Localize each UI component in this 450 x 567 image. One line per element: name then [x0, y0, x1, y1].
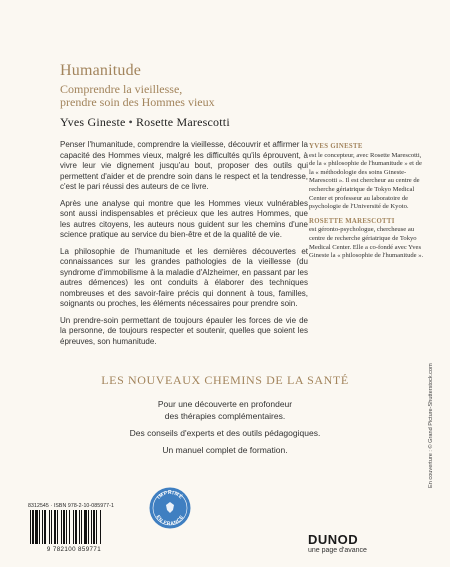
- author-bios: [309, 143, 424, 267]
- book-subtitle: [60, 83, 280, 109]
- publisher-logo: DUNOD: [308, 532, 359, 547]
- isbn-label: 8312545 · ISBN 978-2-10-085977-1: [28, 503, 114, 509]
- subtitle-line-1: Comprendre la vieillesse,: [60, 82, 183, 96]
- bio-author-2: [309, 218, 424, 261]
- author-separator: •: [128, 115, 133, 129]
- printed-in-france-seal-icon: [148, 486, 192, 530]
- description-paragraph-4: Un prendre-soin permettant de toujours épauler les forces de vie de la personne, de toujours respecter et soutenir, quelles que soient les épreuves, son humanitude.: [60, 315, 308, 346]
- bio-author-1: [309, 143, 424, 212]
- subtitle-line-2: prendre soin des Hommes vieux: [60, 95, 215, 109]
- description-paragraph-1: Penser l'humanitude, comprendre la vieillesse, découvrir et affirmer la capacité des Hommes vieux, malgré les difficultés qu'ils éprouvent, à vivre leur vie dignement jusqu'au bout, proposer des outils qui permettent d'aider et de prendre soin dans le respect et la tendresse, c'est le pari réussi des auteurs de ce livre.: [60, 140, 308, 191]
- blurb-line-4: Un manuel complet de formation.: [162, 445, 288, 455]
- publisher-tagline: une page d'avance: [308, 547, 367, 554]
- series-blurb: [0, 398, 450, 461]
- author-1: Yves Gineste: [60, 115, 126, 129]
- bio-author-1-text: est le concepteur, avec Rosette Marescotti, de la « philosophie de l'humanitude » et de la « méthodologie des soins Gineste-Marescotti ». Il est chercheur au centre de recherche gériatrique de Tokyo Medical Center et professeur au laboratoire de psychologie de l'Université de Kyoto.: [309, 151, 422, 211]
- series-title: LES NOUVEAUX CHEMINS DE LA SANTÉ: [101, 373, 349, 387]
- bio-author-2-name: ROSETTE MARESCOTTI: [309, 217, 395, 225]
- author-2: Rosette Marescotti: [135, 115, 230, 129]
- blurb-line-3: Des conseils d'experts et des outils pédagogiques.: [129, 428, 321, 438]
- authors-line: [60, 115, 230, 130]
- cover-credit-text: En couverture : © Grand Picture-Shutterstock.com: [428, 363, 434, 488]
- book-title: Humanitude: [60, 62, 142, 79]
- description-paragraph-3: La philosophie de l'humanitude et les dernières découvertes et connaissances sur les grandes pathologies de la vieillesse (du syndrome d'immobilisme à la maladie d'Alzheimer, en passant par les autres démences) les ont conduits à élaborer des techniques nombreuses et des savoir-faire précis qui donnent à tous, familles, soignants ou proches, les éléments nécessaires pour prendre soin.: [60, 246, 308, 308]
- bio-author-2-text: est géronto-psychologue, chercheuse au centre de recherche gériatrique de Tokyo Medical Center. Elle a co-fondé avec Yves Gineste la « philosophie de l'humanitude ».: [309, 226, 424, 260]
- main-description: [60, 140, 308, 353]
- bio-author-1-name: YVES GINESTE: [309, 143, 363, 150]
- svg-text:IMPRIMÉ: IMPRIMÉ: [156, 490, 184, 501]
- barcode-icon: [28, 510, 120, 544]
- blurb-line-1: Pour une découverte en profondeur des thérapies complémentaires.: [157, 399, 293, 421]
- svg-text:EN FRANCE: EN FRANCE: [154, 514, 186, 528]
- description-paragraph-2: Après une analyse qui montre que les Hommes vieux vulnérables sont aussi indispensables et précieux que les autres Hommes, que les autres citoyens, les auteurs nous guident sur les chemins d'une science pratique au service du bien-être et de la qualité de vie.: [60, 198, 308, 239]
- barcode-number: 9 782100 859771: [46, 546, 102, 553]
